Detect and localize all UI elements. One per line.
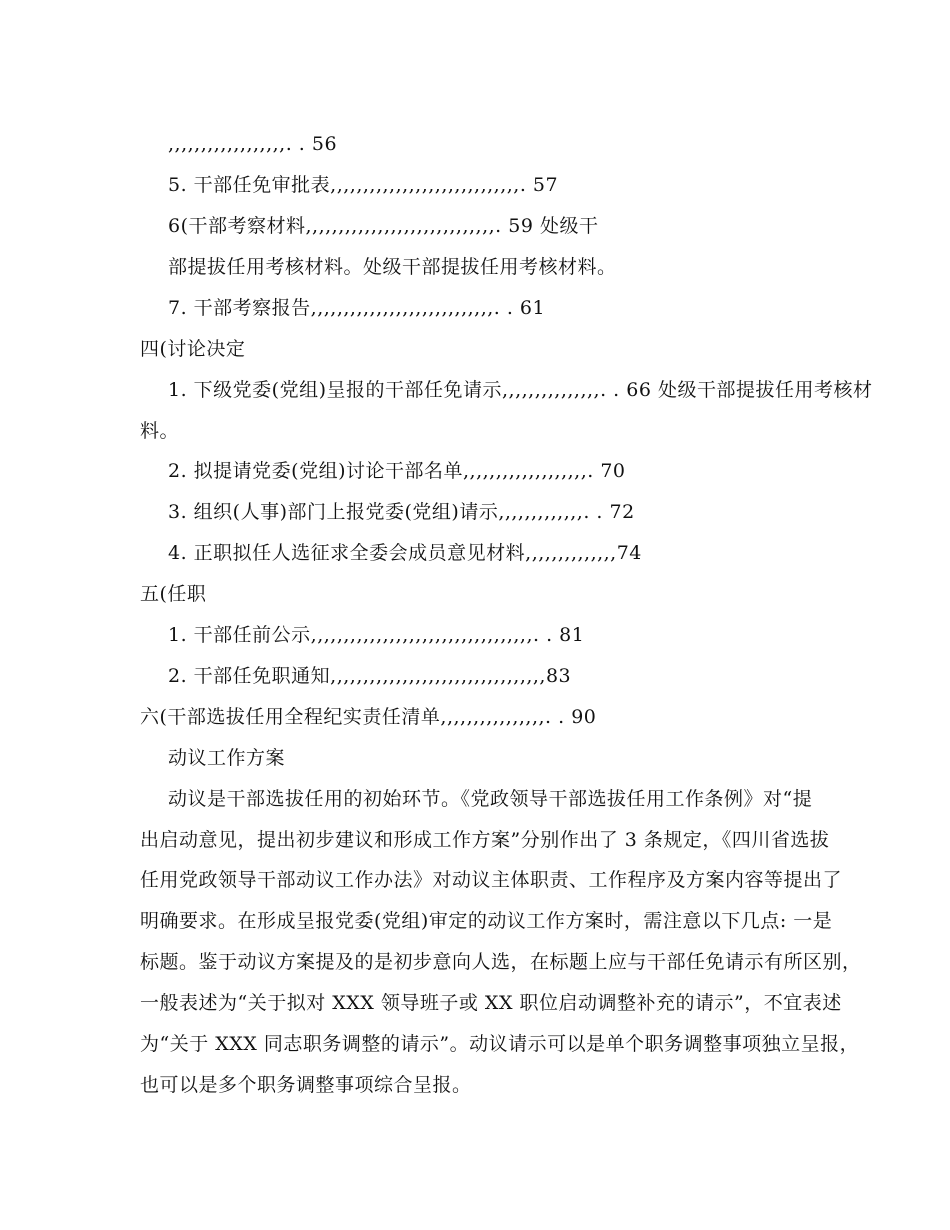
- section-heading-checklist: 六(干部选拔任用全程纪实责任清单,,,,,,,,,,,,,,,,. . 90: [140, 706, 597, 728]
- toc-line-cadre-list: 2. 拟提请党委(党组)讨论干部名单,,,,,,,,,,,,,,,,,,,. 70: [168, 460, 626, 482]
- toc-line-publicity: 1. 干部任前公示,,,,,,,,,,,,,,,,,,,,,,,,,,,,,,,,,,. . 81: [168, 624, 585, 646]
- toc-line-continuation: ,,,,,,,,,,,,,,,,,,. . 56: [168, 133, 338, 155]
- paragraph-line-6: 一般表述为“关于拟对 XXX 领导班子或 XX 职位启动调整补充的请示”，不宜表述: [140, 992, 842, 1014]
- section-heading-discussion: 四(讨论决定: [140, 338, 246, 360]
- toc-line-inspection-materials: 6(干部考察材料,,,,,,,,,,,,,,,,,,,,,,,,,,,,,. 59 处级干: [168, 215, 599, 237]
- paragraph-line-3: 任用党政领导干部动议工作办法》对动议主体职责、工作程序及方案内容等提出了: [140, 869, 843, 891]
- toc-line-notice: 2. 干部任免职通知,,,,,,,,,,,,,,,,,,,,,,,,,,,,,,,,,83: [168, 665, 572, 687]
- paragraph-line-1: 动议是干部选拔任用的初始环节。《党政领导干部选拔任用工作条例》对“提: [168, 788, 813, 810]
- section-title-motion-plan: 动议工作方案: [168, 747, 286, 769]
- paragraph-line-5: 标题。鉴于动议方案提及的是初步意向人选，在标题上应与干部任免请示有所区别，: [140, 951, 862, 973]
- toc-line-wrapped-text: 部提拔任用考核材料。处级干部提拔任用考核材料。: [168, 256, 617, 278]
- toc-line-wrapped-end: 料。: [140, 420, 180, 442]
- toc-line-subordinate-request: 1. 下级党委(党组)呈报的干部任免请示,,,,,,,,,,,,,,,. . 66 处级干部提拔任用考核材: [168, 379, 873, 401]
- paragraph-line-4: 明确要求。在形成呈报党委(党组)审定的动议工作方案时，需注意以下几点: 一是: [140, 910, 833, 932]
- section-heading-appointment: 五(任职: [140, 583, 207, 605]
- toc-line-opinion-materials: 4. 正职拟任人选征求全委会成员意见材料,,,,,,,,,,,,,,74: [168, 542, 642, 564]
- paragraph-line-7: 为“关于 XXX 同志职务调整的请示”。动议请示可以是单个职务调整事项独立呈报，: [140, 1033, 860, 1055]
- paragraph-line-2: 出启动意见，提出初步建议和形成工作方案”分别作出了 3 条规定，《四川省选拔: [140, 829, 830, 851]
- toc-line-department-request: 3. 组织(人事)部门上报党委(党组)请示,,,,,,,,,,,,,. . 72: [168, 501, 635, 523]
- toc-line-inspection-report: 7. 干部考察报告,,,,,,,,,,,,,,,,,,,,,,,,,,,,. . 61: [168, 297, 546, 319]
- toc-line-approval-form: 5. 干部任免审批表,,,,,,,,,,,,,,,,,,,,,,,,,,,,,. 57: [168, 174, 559, 196]
- paragraph-line-8: 也可以是多个职务调整事项综合呈报。: [140, 1074, 472, 1096]
